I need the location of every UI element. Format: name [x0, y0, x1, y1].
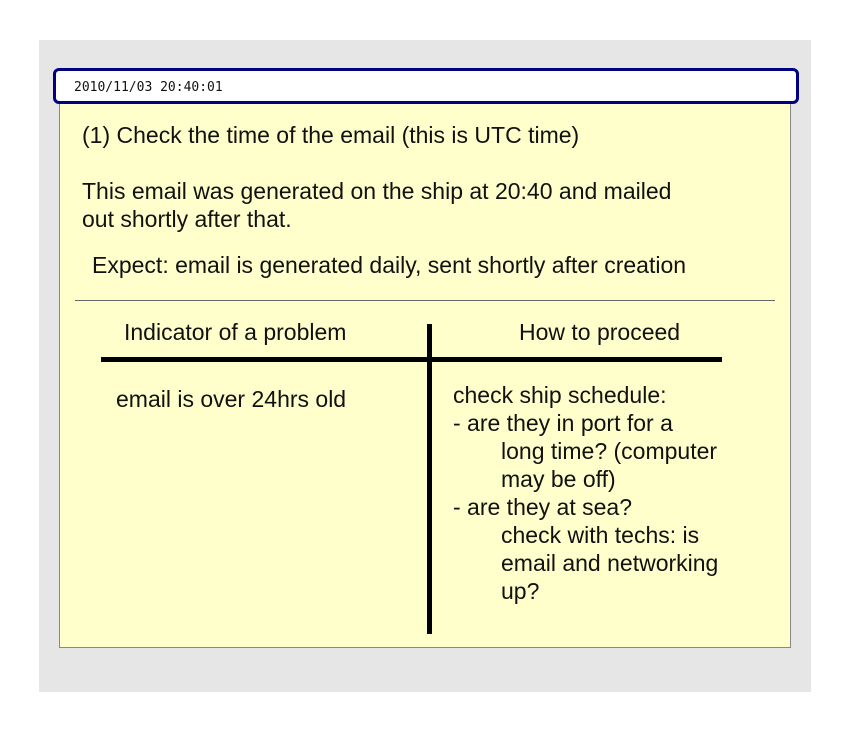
table-horizontal-rule [101, 357, 722, 362]
proceed-line: up? [501, 578, 540, 604]
timestamp: 2010/11/03 20:40:01 [74, 80, 223, 95]
proceed-line: long time? (computer [501, 438, 718, 464]
description-line-1: This email was generated on the ship at 20:40 and mailed [82, 178, 672, 204]
proceed-line: - are they at sea? [453, 494, 632, 520]
column-header-problem: Indicator of a problem [124, 319, 347, 345]
problem-indicator: email is over 24hrs old [116, 386, 347, 412]
description-line-2: out shortly after that. [82, 206, 292, 232]
proceed-line: may be off) [501, 466, 616, 492]
proceed-line: email and networking [501, 550, 719, 576]
table-vertical-rule [427, 324, 432, 634]
proceed-line: check ship schedule: [453, 382, 667, 408]
expectation: Expect: email is generated daily, sent shortly after creation [92, 252, 687, 278]
step-heading: (1) Check the time of the email (this is UTC time) [82, 122, 580, 148]
proceed-steps [453, 381, 718, 605]
section-divider [75, 300, 775, 301]
proceed-line: check with techs: is [501, 522, 700, 548]
column-header-proceed: How to proceed [519, 319, 681, 345]
proceed-line: - are they in port for a [453, 410, 673, 436]
